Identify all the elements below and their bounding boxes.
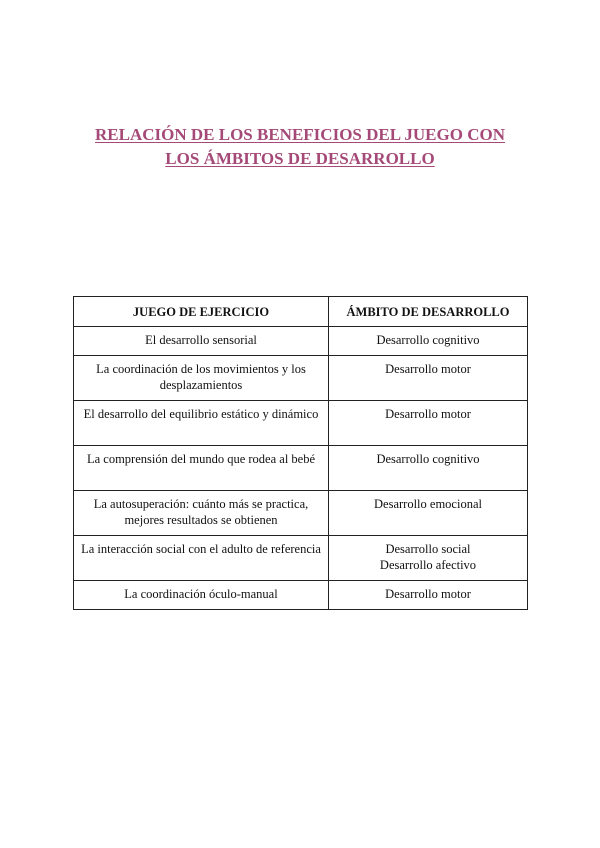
cell-ambito [329,401,528,446]
table-header-row [74,297,528,327]
table-row [74,356,528,401]
table-row [74,581,528,610]
benefits-table [73,296,528,610]
table-row [74,536,528,581]
cell-juego: La interacción social con el adulto de referencia [74,536,329,581]
ambito-line: Desarrollo afectivo [379,558,477,572]
title-line-1: RELACIÓN DE LOS BENEFICIOS DEL JUEGO CON [95,125,505,144]
cell-ambito [329,536,528,581]
table-row [74,327,528,356]
ambito-line: Desarrollo motor [385,362,471,376]
header-ambito: ÁMBITO DE DESARROLLO [329,297,528,327]
cell-juego: El desarrollo sensorial [74,327,329,356]
cell-ambito [329,446,528,491]
cell-ambito [329,491,528,536]
cell-juego: La comprensión del mundo que rodea al bebé [74,446,329,491]
cell-juego: La autosuperación: cuánto más se practica, mejores resultados se obtienen [74,491,329,536]
title-line-2: LOS ÁMBITOS DE DESARROLLO [165,149,435,168]
ambito-line: Desarrollo social [385,542,471,556]
ambito-line: Desarrollo emocional [374,497,482,511]
table-row [74,491,528,536]
document-title [0,123,600,171]
cell-ambito [329,581,528,610]
cell-ambito [329,356,528,401]
cell-juego: La coordinación óculo-manual [74,581,329,610]
cell-juego: La coordinación de los movimientos y los desplazamientos [74,356,329,401]
table-row [74,446,528,491]
cell-ambito [329,327,528,356]
table-row [74,401,528,446]
ambito-line: Desarrollo cognitivo [376,452,480,466]
ambito-line: Desarrollo motor [385,407,471,421]
cell-juego: El desarrollo del equilibrio estático y dinámico [74,401,329,446]
header-juego: JUEGO DE EJERCICIO [74,297,329,327]
ambito-line: Desarrollo motor [385,587,471,601]
ambito-line: Desarrollo cognitivo [376,333,480,347]
